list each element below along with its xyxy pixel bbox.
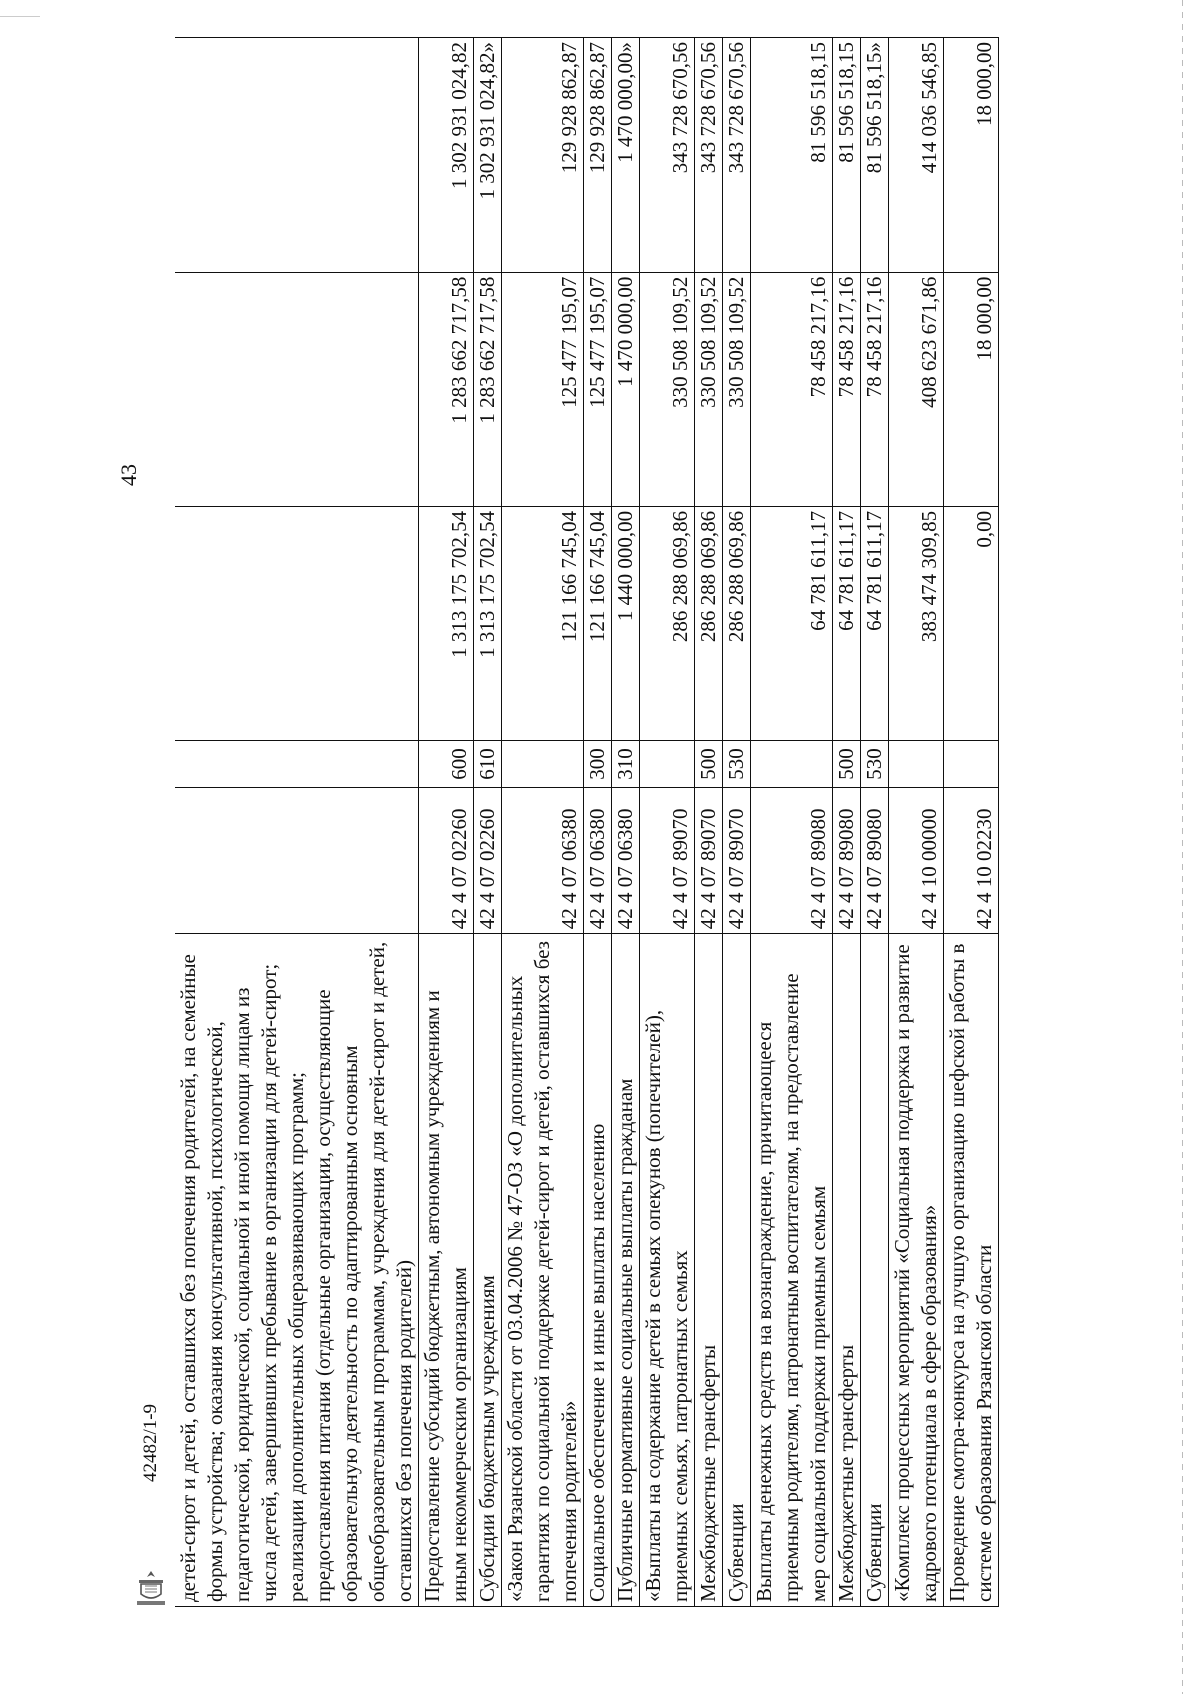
row-amount-year2-cell: 125 477 195,07 — [584, 272, 612, 506]
table-row — [889, 38, 944, 1607]
row-expense-type-cell: 600 — [419, 741, 474, 788]
table-row — [474, 38, 502, 1607]
row-target-code-cell: 42 4 07 89080 — [833, 787, 861, 933]
row-expense-type-cell — [889, 741, 944, 788]
row-amount-year2-cell: 78 458 217,16 — [861, 272, 889, 506]
row-amount-year3-cell: 343 728 670,56 — [640, 38, 695, 273]
row-description-cell: Межбюджетные трансферты — [695, 934, 723, 1607]
row-target-code-cell — [175, 787, 419, 933]
row-amount-year2-cell: 408 623 671,86 — [889, 272, 944, 506]
row-amount-year3-cell: 343 728 670,56 — [723, 38, 751, 273]
row-description-cell: Проведение смотра-конкурса на лучшую организацию шефской работы в системе образования Рязанской области — [944, 934, 999, 1607]
row-description-cell: Выплаты денежных средств на вознаграждение, причитающееся приемным родителям, патронатным воспитателям, на предоставление мер социальной поддержки приемным семьям — [751, 934, 833, 1607]
row-target-code-cell: 42 4 07 02260 — [474, 787, 502, 933]
row-amount-year1-cell: 1 313 175 702,54 — [474, 506, 502, 740]
row-amount-year1-cell: 64 781 611,17 — [861, 506, 889, 740]
table-row — [751, 38, 833, 1607]
budget-table-body — [175, 38, 999, 1607]
budget-table-container — [175, 37, 999, 1607]
row-amount-year1-cell — [175, 506, 419, 740]
row-amount-year3-cell: 1 302 931 024,82» — [474, 38, 502, 273]
row-amount-year2-cell: 330 508 109,52 — [640, 272, 695, 506]
row-target-code-cell: 42 4 07 89070 — [723, 787, 751, 933]
row-target-code-cell: 42 4 07 06380 — [612, 787, 640, 933]
row-amount-year3-cell: 1 470 000,00» — [612, 38, 640, 273]
row-target-code-cell: 42 4 07 06380 — [502, 787, 584, 933]
row-amount-year2-cell: 1 283 662 717,58 — [474, 272, 502, 506]
row-description-cell: «Выплаты на содержание детей в семьях опекунов (попечителей), приемных семьях, патронатных семьях — [640, 934, 695, 1607]
row-description-cell: Межбюджетные трансферты — [833, 934, 861, 1607]
row-amount-year1-cell: 64 781 611,17 — [751, 506, 833, 740]
row-description-cell: Субвенции — [861, 934, 889, 1607]
row-expense-type-cell — [751, 741, 833, 788]
table-row — [502, 38, 584, 1607]
row-amount-year3-cell: 18 000,00 — [944, 38, 999, 273]
row-amount-year3-cell: 1 302 931 024,82 — [419, 38, 474, 273]
row-target-code-cell: 42 4 10 02230 — [944, 787, 999, 933]
row-description-cell: Социальное обеспечение и иные выплаты населению — [584, 934, 612, 1607]
row-expense-type-cell — [640, 741, 695, 788]
table-row — [419, 38, 474, 1607]
row-amount-year3-cell: 129 928 862,87 — [502, 38, 584, 273]
row-amount-year2-cell — [175, 272, 419, 506]
row-description-cell: «Комплекс процессных мероприятий «Социальная поддержка и развитие кадрового потенциала в сфере образования» — [889, 934, 944, 1607]
table-row — [723, 38, 751, 1607]
table-row — [612, 38, 640, 1607]
coat-of-arms-icon — [133, 1568, 169, 1608]
row-amount-year2-cell: 78 458 217,16 — [751, 272, 833, 506]
row-amount-year3-cell: 81 596 518,15» — [861, 38, 889, 273]
row-amount-year2-cell: 330 508 109,52 — [723, 272, 751, 506]
row-target-code-cell: 42 4 07 06380 — [584, 787, 612, 933]
row-target-code-cell: 42 4 07 89080 — [861, 787, 889, 933]
row-expense-type-cell: 500 — [833, 741, 861, 788]
row-expense-type-cell: 610 — [474, 741, 502, 788]
document-code: 42482/1-9 — [140, 1403, 162, 1483]
row-amount-year3-cell — [175, 38, 419, 273]
row-amount-year1-cell: 286 288 069,86 — [695, 506, 723, 740]
row-target-code-cell: 42 4 07 89080 — [751, 787, 833, 933]
page-number: 43 — [116, 464, 141, 486]
row-amount-year3-cell: 414 036 546,85 — [889, 38, 944, 273]
row-amount-year3-cell: 129 928 862,87 — [584, 38, 612, 273]
row-amount-year2-cell: 1 470 000,00 — [612, 272, 640, 506]
scan-edge-line — [1182, 0, 1183, 1694]
row-amount-year1-cell: 121 166 745,04 — [502, 506, 584, 740]
table-row — [175, 38, 419, 1607]
row-amount-year1-cell: 64 781 611,17 — [833, 506, 861, 740]
row-description-cell: Субсидии бюджетным учреждениям — [474, 934, 502, 1607]
row-description-cell: «Закон Рязанской области от 03.04.2006 № 47-ОЗ «О дополнительных гарантиях по социальной поддержке детей-сирот и детей, оставшихся без попечения родителей» — [502, 934, 584, 1607]
row-expense-type-cell — [944, 741, 999, 788]
row-amount-year1-cell: 1 313 175 702,54 — [419, 506, 474, 740]
row-amount-year1-cell: 121 166 745,04 — [584, 506, 612, 740]
row-target-code-cell: 42 4 07 89070 — [640, 787, 695, 933]
row-amount-year2-cell: 78 458 217,16 — [833, 272, 861, 506]
row-expense-type-cell: 500 — [695, 741, 723, 788]
row-amount-year1-cell: 286 288 069,86 — [723, 506, 751, 740]
row-description-cell: детей-сирот и детей, оставшихся без попечения родителей, на семейные формы устройства; оказания консультативной, психологической, педагогической, юридической, социальной и иной помощи лицам из числа детей, завершивших пребывание в организации для детей-сирот; реализации дополнительных общеразвивающих программ; предоставления питания (отдельные организации, осуществляющие образовательную деятельность по адаптированным основным общеобразовательным программам, учреждения для детей-сирот и детей, оставшихся без попечения родителей) — [175, 934, 419, 1607]
row-target-code-cell: 42 4 07 89070 — [695, 787, 723, 933]
row-expense-type-cell: 310 — [612, 741, 640, 788]
budget-table — [175, 37, 999, 1607]
row-amount-year1-cell: 383 474 309,85 — [889, 506, 944, 740]
row-description-cell: Предоставление субсидий бюджетным, автономным учреждениям и иным некоммерческим организациям — [419, 934, 474, 1607]
row-amount-year3-cell: 81 596 518,15 — [751, 38, 833, 273]
row-amount-year2-cell: 18 000,00 — [944, 272, 999, 506]
row-amount-year1-cell: 286 288 069,86 — [640, 506, 695, 740]
row-description-cell: Субвенции — [723, 934, 751, 1607]
row-amount-year2-cell: 1 283 662 717,58 — [419, 272, 474, 506]
row-amount-year2-cell: 330 508 109,52 — [695, 272, 723, 506]
row-expense-type-cell — [175, 741, 419, 788]
row-expense-type-cell — [502, 741, 584, 788]
table-row — [695, 38, 723, 1607]
row-expense-type-cell: 530 — [861, 741, 889, 788]
row-amount-year2-cell: 125 477 195,07 — [502, 272, 584, 506]
row-amount-year3-cell: 81 596 518,15 — [833, 38, 861, 273]
scan-edge-mark — [0, 16, 40, 17]
table-row — [861, 38, 889, 1607]
row-description-cell: Публичные нормативные социальные выплаты гражданам — [612, 934, 640, 1607]
table-row — [944, 38, 999, 1607]
row-amount-year1-cell: 0,00 — [944, 506, 999, 740]
table-row — [640, 38, 695, 1607]
row-target-code-cell: 42 4 10 00000 — [889, 787, 944, 933]
table-row — [833, 38, 861, 1607]
row-amount-year3-cell: 343 728 670,56 — [695, 38, 723, 273]
row-amount-year1-cell: 1 440 000,00 — [612, 506, 640, 740]
row-expense-type-cell: 530 — [723, 741, 751, 788]
row-expense-type-cell: 300 — [584, 741, 612, 788]
table-row — [584, 38, 612, 1607]
row-target-code-cell: 42 4 07 02260 — [419, 787, 474, 933]
